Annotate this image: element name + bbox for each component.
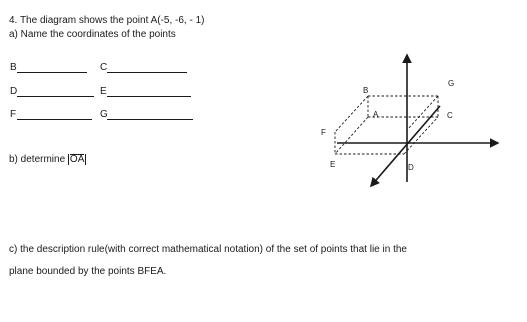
blank-label-e: E [100,86,107,97]
blank-label-b: B [10,62,17,73]
blank-label-d: D [10,86,18,97]
blank-label-f: F [10,109,17,120]
label-b: B [363,86,369,95]
label-a: A [373,110,379,119]
part-a-prompt: a) Name the coordinates of the points [9,29,176,40]
x-axis [371,106,440,186]
edge-d-c [404,117,438,154]
part-c-line-1: c) the description rule(with correct mathematical notation) of the set of points that lie in the [9,244,407,255]
edge-b-f [335,96,368,132]
vector-oa: OA [69,154,85,165]
part-b-prefix: b) determine [9,154,66,165]
label-f: F [321,128,326,137]
label-g: G [448,79,455,88]
point-labels [321,79,454,172]
blank-label-c: C [100,62,108,73]
label-d: D [408,163,414,172]
part-c-line-2: plane bounded by the points BFEA. [9,266,167,277]
label-c: C [447,111,453,120]
question-title: 4. The diagram shows the point A(-5, -6, - 1) [9,15,205,26]
edge-a-e [335,117,368,154]
dashed-box [335,96,438,154]
blank-label-g: G [100,109,108,120]
axes [337,55,498,186]
label-e: E [330,160,336,169]
